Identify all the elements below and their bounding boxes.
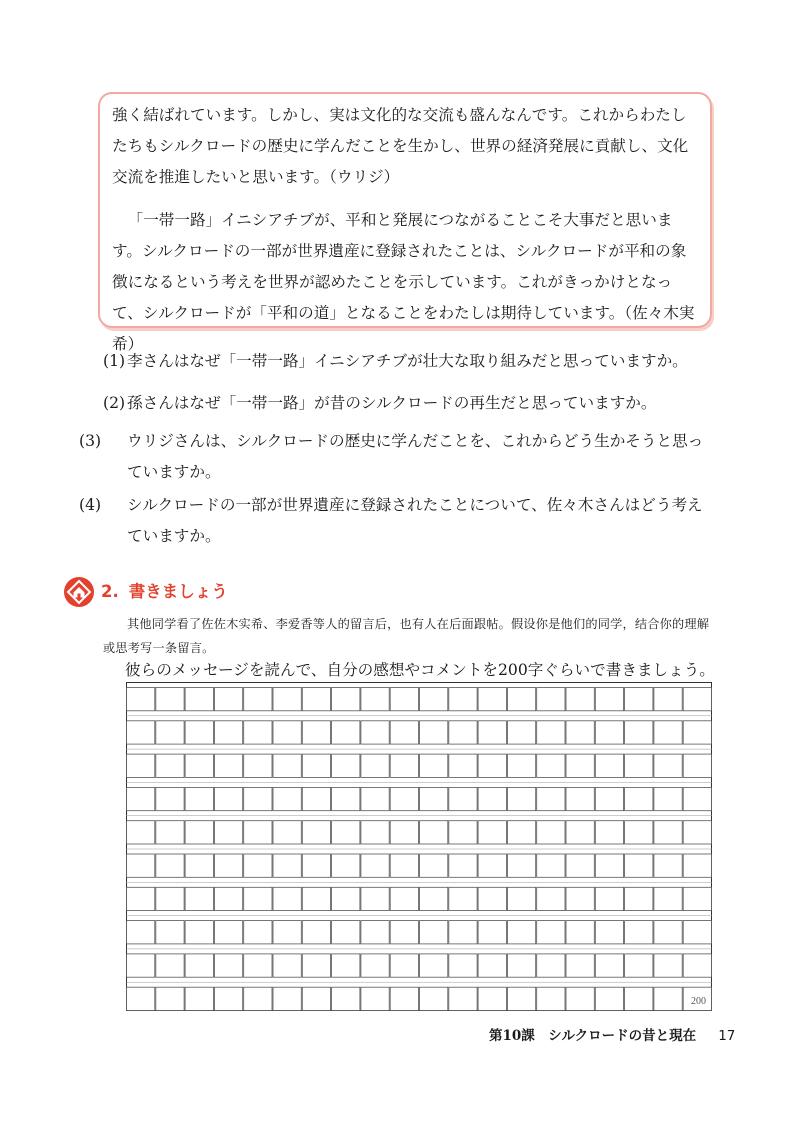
question-2 xyxy=(103,388,715,419)
grid-cell[interactable] xyxy=(332,721,360,744)
opinion-box xyxy=(98,92,712,353)
lesson-title: 第10課 シルクロードの昔と現在 xyxy=(489,1028,697,1044)
question-text: シルクロードの一部が世界遺産に登録されたことについて、佐々木さんはどう考えていますか。 xyxy=(127,496,703,545)
grid-cell[interactable] xyxy=(127,921,155,944)
grid-cell[interactable] xyxy=(566,688,594,711)
grid-cell[interactable] xyxy=(273,921,301,944)
grid-cell[interactable] xyxy=(185,688,213,711)
question-3 xyxy=(79,426,715,488)
grid-cell[interactable] xyxy=(185,854,213,877)
grid-cell[interactable] xyxy=(273,688,301,711)
grid-cell[interactable] xyxy=(595,721,623,744)
grid-cell[interactable] xyxy=(244,688,272,711)
grid-cell[interactable] xyxy=(625,987,653,1010)
grid-cell[interactable] xyxy=(449,721,477,744)
grid-cell[interactable] xyxy=(507,821,535,844)
grid-cell[interactable] xyxy=(449,954,477,977)
grid-cell[interactable] xyxy=(654,688,682,711)
grid-cell[interactable] xyxy=(244,787,272,810)
grid-cell[interactable] xyxy=(420,887,448,910)
grid-cell[interactable] xyxy=(214,921,242,944)
grid-cell[interactable] xyxy=(302,987,330,1010)
grid-cell[interactable] xyxy=(390,921,418,944)
grid-cell[interactable] xyxy=(507,954,535,977)
section-title: 書きましょう xyxy=(128,582,228,601)
grid-cell[interactable] xyxy=(625,721,653,744)
grid-cell[interactable] xyxy=(478,887,506,910)
grid-cell[interactable] xyxy=(654,787,682,810)
grid-cell[interactable] xyxy=(302,821,330,844)
page-footer xyxy=(489,1024,735,1048)
grid-cell[interactable] xyxy=(654,921,682,944)
page-number: 17 xyxy=(718,1028,736,1044)
grid-cell[interactable] xyxy=(449,887,477,910)
grid-cell[interactable] xyxy=(625,821,653,844)
grid-cell[interactable] xyxy=(332,987,360,1010)
grid-cell[interactable] xyxy=(595,887,623,910)
grid-cell[interactable] xyxy=(654,854,682,877)
grid-cell[interactable] xyxy=(390,887,418,910)
grid-cell[interactable] xyxy=(507,887,535,910)
grid-cell[interactable] xyxy=(595,821,623,844)
grid-cell[interactable] xyxy=(449,854,477,877)
grid-cell[interactable] xyxy=(302,688,330,711)
grid-cell[interactable] xyxy=(127,787,155,810)
grid-cell[interactable] xyxy=(273,754,301,777)
grid-cell[interactable] xyxy=(537,721,565,744)
grid-cell[interactable] xyxy=(185,787,213,810)
grid-cell[interactable] xyxy=(595,954,623,977)
grid-cell[interactable] xyxy=(214,721,242,744)
grid-cell[interactable] xyxy=(507,987,535,1010)
grid-cell[interactable] xyxy=(332,688,360,711)
grid-cell[interactable] xyxy=(683,854,711,877)
grid-cell[interactable] xyxy=(654,887,682,910)
grid-cell[interactable] xyxy=(244,921,272,944)
grid-cell[interactable] xyxy=(449,987,477,1010)
grid-cell[interactable] xyxy=(537,854,565,877)
grid-cell[interactable] xyxy=(449,921,477,944)
grid-cell[interactable] xyxy=(273,821,301,844)
grid-cell[interactable] xyxy=(537,787,565,810)
grid-cell[interactable] xyxy=(390,721,418,744)
grid-cell[interactable] xyxy=(127,987,155,1010)
grid-cell[interactable] xyxy=(478,921,506,944)
grid-cell[interactable] xyxy=(420,921,448,944)
grid-cell[interactable] xyxy=(127,887,155,910)
grid-cell[interactable] xyxy=(390,954,418,977)
grid-cell[interactable] xyxy=(683,721,711,744)
grid-cell[interactable] xyxy=(390,821,418,844)
grid-cell[interactable] xyxy=(625,688,653,711)
grid-cell[interactable] xyxy=(185,821,213,844)
grid-cell[interactable] xyxy=(478,787,506,810)
grid-cell[interactable] xyxy=(185,921,213,944)
grid-cell[interactable] xyxy=(507,754,535,777)
opinion-paragraph-sasaki: 「一帯一路」イニシアチブが、平和と発展につながることこそ大事だと思います。シルクロードの一部が世界遺産に登録されたことは、シルクロードが平和の象徴になるという考えを世界が認めたことを示しています。これがきっかけとなって、シルクロードが「平和の道」となることをわたしは期待しています。（佐々木実希） xyxy=(112,211,695,353)
grid-cell[interactable] xyxy=(566,721,594,744)
grid-cell[interactable] xyxy=(273,987,301,1010)
grid-cell[interactable] xyxy=(156,787,184,810)
grid-cell[interactable] xyxy=(156,921,184,944)
grid-cell[interactable] xyxy=(390,688,418,711)
grid-cell[interactable] xyxy=(185,954,213,977)
grid-cell[interactable] xyxy=(361,688,389,711)
grid-cell[interactable] xyxy=(654,987,682,1010)
grid-cell[interactable] xyxy=(156,721,184,744)
grid-cell[interactable] xyxy=(449,787,477,810)
character-count-label: 200 xyxy=(691,996,706,1007)
grid-cell[interactable] xyxy=(214,821,242,844)
grid-cell[interactable] xyxy=(302,854,330,877)
grid-cell[interactable] xyxy=(595,987,623,1010)
japanese-instruction: 彼らのメッセージを読んで、自分の感想やコメントを200字ぐらいで書きましょう。 xyxy=(125,661,715,679)
grid-cell[interactable] xyxy=(302,787,330,810)
grid-cell[interactable] xyxy=(537,887,565,910)
grid-cell[interactable] xyxy=(273,854,301,877)
grid-cell[interactable] xyxy=(156,754,184,777)
question-4 xyxy=(79,490,715,552)
grid-cell[interactable] xyxy=(595,921,623,944)
grid-cell[interactable] xyxy=(654,754,682,777)
grid-cell[interactable] xyxy=(127,688,155,711)
grid-cell[interactable] xyxy=(537,821,565,844)
question-number: (3) xyxy=(79,432,102,450)
grid-cell[interactable] xyxy=(361,887,389,910)
grid-cell[interactable] xyxy=(420,987,448,1010)
grid-cell[interactable] xyxy=(244,754,272,777)
grid-cell[interactable] xyxy=(127,754,155,777)
grid-cell[interactable] xyxy=(683,921,711,944)
grid-cell[interactable] xyxy=(537,688,565,711)
grid-cell[interactable] xyxy=(683,954,711,977)
grid-cell[interactable] xyxy=(683,688,711,711)
grid-cell[interactable] xyxy=(595,688,623,711)
grid-cell[interactable] xyxy=(390,754,418,777)
grid-cell[interactable] xyxy=(156,954,184,977)
grid-cell[interactable] xyxy=(625,854,653,877)
grid-cell[interactable] xyxy=(507,688,535,711)
grid-cell[interactable] xyxy=(332,754,360,777)
grid-cell[interactable] xyxy=(332,954,360,977)
grid-cell[interactable] xyxy=(478,954,506,977)
grid-cell[interactable] xyxy=(566,787,594,810)
grid-cell[interactable] xyxy=(566,987,594,1010)
grid-cell[interactable] xyxy=(420,688,448,711)
grid-cell[interactable] xyxy=(625,787,653,810)
grid-cell[interactable] xyxy=(214,954,242,977)
grid-cell[interactable] xyxy=(507,854,535,877)
grid-cell[interactable] xyxy=(156,821,184,844)
grid-cell[interactable] xyxy=(449,688,477,711)
grid-cell[interactable] xyxy=(244,821,272,844)
grid-cell[interactable] xyxy=(390,854,418,877)
grid-cell[interactable] xyxy=(625,887,653,910)
grid-cell[interactable] xyxy=(507,721,535,744)
grid-cell[interactable] xyxy=(332,854,360,877)
writing-grid-svg[interactable] xyxy=(126,682,712,1011)
grid-cell[interactable] xyxy=(302,887,330,910)
grid-cell[interactable] xyxy=(625,954,653,977)
grid-cell[interactable] xyxy=(478,688,506,711)
grid-cell[interactable] xyxy=(478,821,506,844)
grid-cell[interactable] xyxy=(302,921,330,944)
grid-cell[interactable] xyxy=(537,987,565,1010)
grid-cell[interactable] xyxy=(361,954,389,977)
grid-cell[interactable] xyxy=(214,688,242,711)
question-number: (2) xyxy=(103,394,126,412)
grid-cell[interactable] xyxy=(478,721,506,744)
grid-cell[interactable] xyxy=(214,754,242,777)
grid-cell[interactable] xyxy=(683,754,711,777)
grid-cell[interactable] xyxy=(595,854,623,877)
grid-cell[interactable] xyxy=(185,987,213,1010)
grid-cell[interactable] xyxy=(244,887,272,910)
writing-grid[interactable] xyxy=(126,682,712,1011)
grid-cell[interactable] xyxy=(214,987,242,1010)
grid-cell[interactable] xyxy=(566,821,594,844)
grid-cell[interactable] xyxy=(214,787,242,810)
grid-cell[interactable] xyxy=(420,821,448,844)
grid-cell[interactable] xyxy=(537,754,565,777)
grid-cell[interactable] xyxy=(332,787,360,810)
grid-cell[interactable] xyxy=(273,887,301,910)
grid-cell[interactable] xyxy=(156,854,184,877)
grid-cell[interactable] xyxy=(273,721,301,744)
grid-cell[interactable] xyxy=(683,787,711,810)
question-number: (1) xyxy=(103,352,126,370)
grid-cell[interactable] xyxy=(244,987,272,1010)
grid-cell[interactable] xyxy=(683,887,711,910)
grid-cell[interactable] xyxy=(654,821,682,844)
grid-cell[interactable] xyxy=(156,987,184,1010)
grid-cell[interactable] xyxy=(654,721,682,744)
opinion-paragraph-wuriji: 強く結ばれています。しかし、実は文化的な交流も盛んなんです。これからわたしたちもシルクロードの歴史に学んだことを生かし、世界の経済発展に貢献し、文化交流を推進したいと思います。（ウリジ） xyxy=(112,106,689,186)
grid-cell[interactable] xyxy=(566,887,594,910)
grid-cell[interactable] xyxy=(302,721,330,744)
question-text: ウリジさんは、シルクロードの歴史に学んだことを、これからどう生かそうと思っていますか。 xyxy=(127,432,704,481)
chinese-instruction: 其他同学看了佐佐木实希、李爱香等人的留言后，也有人在后面跟帖。假设你是他们的同学，结合你的理解或思考写一条留言。 xyxy=(103,617,710,655)
grid-cell[interactable] xyxy=(625,921,653,944)
grid-cell[interactable] xyxy=(361,987,389,1010)
grid-cell[interactable] xyxy=(302,954,330,977)
grid-cell[interactable] xyxy=(654,954,682,977)
grid-cell[interactable] xyxy=(302,754,330,777)
grid-cell[interactable] xyxy=(449,754,477,777)
grid-cell[interactable] xyxy=(390,787,418,810)
question-number: (4) xyxy=(79,496,102,514)
grid-cell[interactable] xyxy=(332,887,360,910)
grid-cell[interactable] xyxy=(361,921,389,944)
grid-cell[interactable] xyxy=(244,721,272,744)
grid-cell[interactable] xyxy=(420,787,448,810)
grid-cell[interactable] xyxy=(507,787,535,810)
grid-cell[interactable] xyxy=(127,821,155,844)
grid-cell[interactable] xyxy=(332,821,360,844)
grid-cell[interactable] xyxy=(420,754,448,777)
grid-cell[interactable] xyxy=(566,921,594,944)
grid-cell[interactable] xyxy=(214,854,242,877)
question-text: 李さんはなぜ「一帯一路」イニシアチブが壮大な取り組みだと思っていますか。 xyxy=(127,352,688,370)
grid-cell[interactable] xyxy=(478,854,506,877)
grid-cell[interactable] xyxy=(566,754,594,777)
grid-cell[interactable] xyxy=(390,987,418,1010)
grid-cell[interactable] xyxy=(420,854,448,877)
grid-cell[interactable] xyxy=(127,854,155,877)
grid-cell[interactable] xyxy=(214,887,242,910)
grid-cell[interactable] xyxy=(332,921,360,944)
grid-cell[interactable] xyxy=(156,688,184,711)
grid-cell[interactable] xyxy=(537,954,565,977)
grid-cell[interactable] xyxy=(185,754,213,777)
grid-cell[interactable] xyxy=(625,754,653,777)
grid-cell[interactable] xyxy=(537,921,565,944)
question-text: 孫さんはなぜ「一帯一路」が昔のシルクロードの再生だと思っていますか。 xyxy=(127,394,657,412)
grid-cell[interactable] xyxy=(361,854,389,877)
grid-cell[interactable] xyxy=(185,887,213,910)
grid-cell[interactable] xyxy=(273,954,301,977)
grid-cell[interactable] xyxy=(478,987,506,1010)
section-heading xyxy=(101,578,228,606)
grid-cell[interactable] xyxy=(566,954,594,977)
grid-cell[interactable] xyxy=(566,854,594,877)
grid-cell[interactable] xyxy=(361,754,389,777)
grid-cell[interactable] xyxy=(420,721,448,744)
grid-cell[interactable] xyxy=(361,721,389,744)
question-1 xyxy=(103,346,715,377)
grid-cell[interactable] xyxy=(420,954,448,977)
grid-cell[interactable] xyxy=(127,721,155,744)
grid-cell[interactable] xyxy=(273,787,301,810)
grid-cell[interactable] xyxy=(507,921,535,944)
grid-cell[interactable] xyxy=(127,954,155,977)
grid-cell[interactable] xyxy=(244,954,272,977)
grid-cell[interactable] xyxy=(449,821,477,844)
grid-cell[interactable] xyxy=(156,887,184,910)
grid-cell[interactable] xyxy=(361,787,389,810)
grid-cell[interactable] xyxy=(595,787,623,810)
grid-cell[interactable] xyxy=(185,721,213,744)
grid-cell[interactable] xyxy=(683,821,711,844)
house-diamond-icon xyxy=(63,576,95,608)
grid-cell[interactable] xyxy=(361,821,389,844)
grid-cell[interactable] xyxy=(244,854,272,877)
section-number: 2. xyxy=(101,582,119,601)
grid-cell[interactable] xyxy=(478,754,506,777)
grid-cell[interactable] xyxy=(595,754,623,777)
